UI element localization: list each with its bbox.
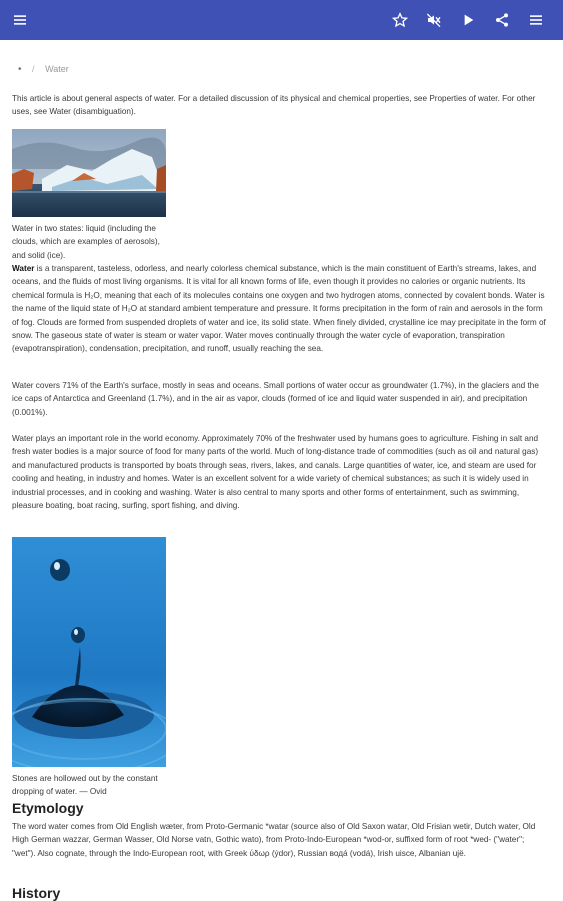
- breadcrumb-separator: /: [32, 64, 35, 74]
- menu-button[interactable]: [10, 10, 30, 30]
- mute-button[interactable]: [424, 10, 444, 30]
- water-drop-illustration: [12, 537, 166, 767]
- section-heading-history: History: [12, 885, 61, 901]
- share-icon: [494, 12, 510, 28]
- intro-text: is a transparent, tasteless, odorless, and nearly colorless chemical substance, which is the main constituent of Earth's streams, lakes, and oceans, and the fluids of most living organisms. It is vital for all known forms of life, even though it provides no calories or organic nutrients. Its chemical formula is H₂O, meaning that each of its molecules contains one oxygen and two hydrogen atoms, connected by covalent bonds. Water is the name of the liquid state of H₂O at standard ambient temperature and pressure. It forms precipitation in the form of rain and aerosols in the form of fog. Clouds are formed from suspended droplets of water and ice, its solid state. When finely divided, crystalline ice may precipitate in the form of snow. The gaseous state of water is steam or water vapor. Water moves continually through the water cycle of evaporation, transpiration (evapotranspiration), condensation, precipitation, and runoff, usually reaching the sea.: [12, 264, 546, 354]
- iceberg-image[interactable]: [12, 129, 166, 222]
- volume-off-icon: [426, 12, 442, 28]
- iceberg-illustration: [12, 129, 166, 217]
- figure-caption: Stones are hollowed out by the constant dropping of water. — Ovid: [12, 774, 158, 797]
- home-icon[interactable]: •: [18, 64, 22, 75]
- water-drop-image[interactable]: [12, 537, 166, 772]
- breadcrumb: [18, 64, 69, 75]
- list-icon: [528, 12, 544, 28]
- bookmark-button[interactable]: [390, 10, 410, 30]
- menu-icon: [12, 12, 28, 28]
- article-term: Water: [12, 264, 35, 273]
- app-bar: [0, 0, 563, 40]
- star-icon: [392, 12, 408, 28]
- hatnote: This article is about general aspects of water. For a detailed discussion of its physical and chemical properties, see Properties of water. For other uses, see Water (disambiguation).: [12, 94, 536, 117]
- contents-button[interactable]: [526, 10, 546, 30]
- section-heading-etymology: Etymology: [12, 800, 84, 816]
- etymology-paragraph: The word water comes from Old English wæter, from Proto-Germanic *watar (source also of Old Saxon watar, Old Frisian wetir, Dutch water, Old High German wazzar, German Wasser, Old Norse vatn, Gothic wato), from Proto-Indo-European *wod-or, suffixed form of root *wed- ("water"; "wet"). Also cognate, through the Indo-European root, with Greek ύδωρ (ýdor), Russian вода́ (vodá), Irish uisce, Albanian ujë.: [12, 822, 536, 858]
- economy-paragraph: Water plays an important role in the world economy. Approximately 70% of the freshwater used by humans goes to agriculture. Fishing in salt and fresh water bodies is a major source of food for many parts of the world. Much of long-distance trade of commodities (such as oil and natural gas) and manufactured products is transported by boats through seas, rivers, lakes, and canals. Large quantities of water, ice, and steam are used for cooling and heating, in industry and homes. Water is an excellent solvent for a wide variety of chemical substances; as such it is widely used in industrial processes, and in cooking and washing. Water is also central to many sports and other forms of entertainment, such as swimming, pleasure boating, boat racing, surfing, sport fishing, and diving.: [12, 434, 539, 511]
- figure-caption: Water in two states: liquid (including the clouds, which are examples of aerosols), and solid (ice).: [12, 224, 160, 260]
- play-button[interactable]: [458, 10, 478, 30]
- breadcrumb-current: Water: [45, 64, 69, 74]
- intro-paragraph: [12, 262, 550, 356]
- play-icon: [460, 12, 476, 28]
- coverage-paragraph: Water covers 71% of the Earth's surface, mostly in seas and oceans. Small portions of water occur as groundwater (1.7%), in the glaciers and the ice caps of Antarctica and Greenland (1.7%), and in the air as vapor, clouds (formed of ice and liquid water suspended in air), and precipitation (0.001%).: [12, 381, 539, 417]
- share-button[interactable]: [492, 10, 512, 30]
